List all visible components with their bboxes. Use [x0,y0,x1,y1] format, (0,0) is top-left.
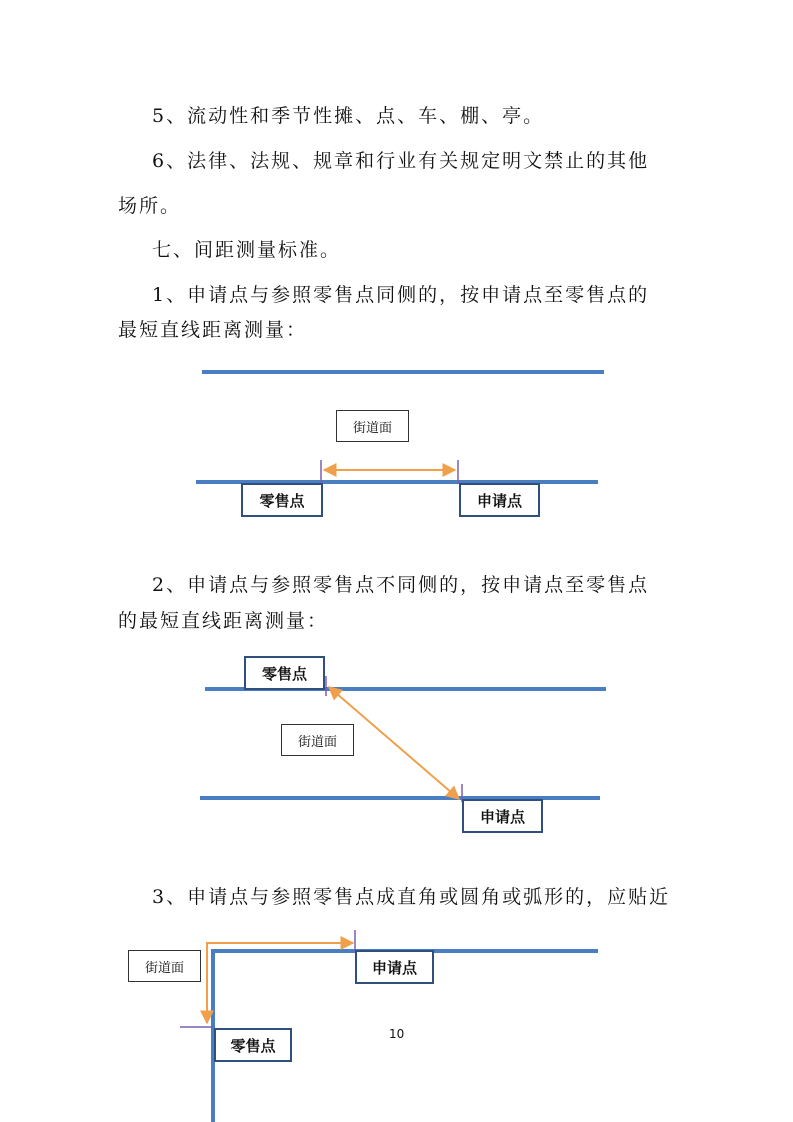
diagram1-street-label: 街道面 [336,410,409,442]
section-heading-7: 七、间距测量标准。 [152,239,342,261]
page-number: 10 [389,1027,405,1041]
rule-2-line1: 2、申请点与参照零售点不同侧的，按申请点至零售点 [152,574,650,596]
paragraph-item-6-line2: 场所。 [118,195,182,217]
diagram2-applicant-box: 申请点 [462,799,543,833]
diagram1-retail-box: 零售点 [241,483,323,517]
diagram3-distance-arrow [207,943,353,1023]
rule-1-line1: 1、申请点与参照零售点同侧的，按申请点至零售点的 [152,284,650,306]
paragraph-item-5: 5、流动性和季节性摊、点、车、棚、亭。 [152,105,545,127]
rule-3-line1: 3、申请点与参照零售点成直角或圆角或弧形的，应贴近 [152,886,671,908]
rule-1-line2: 最短直线距离测量： [118,319,308,341]
diagram2-retail-box: 零售点 [244,656,325,690]
diagram2-street-label: 街道面 [281,724,354,756]
diagram3-street-label: 街道面 [128,950,201,982]
paragraph-item-6-line1: 6、法律、法规、规章和行业有关规定明文禁止的其他 [152,150,650,172]
diagram3-retail-box: 零售点 [214,1028,292,1062]
rule-2-line2: 的最短直线距离测量： [118,610,329,632]
diagram1-applicant-box: 申请点 [459,483,540,517]
diagram3-applicant-box: 申请点 [355,950,434,984]
